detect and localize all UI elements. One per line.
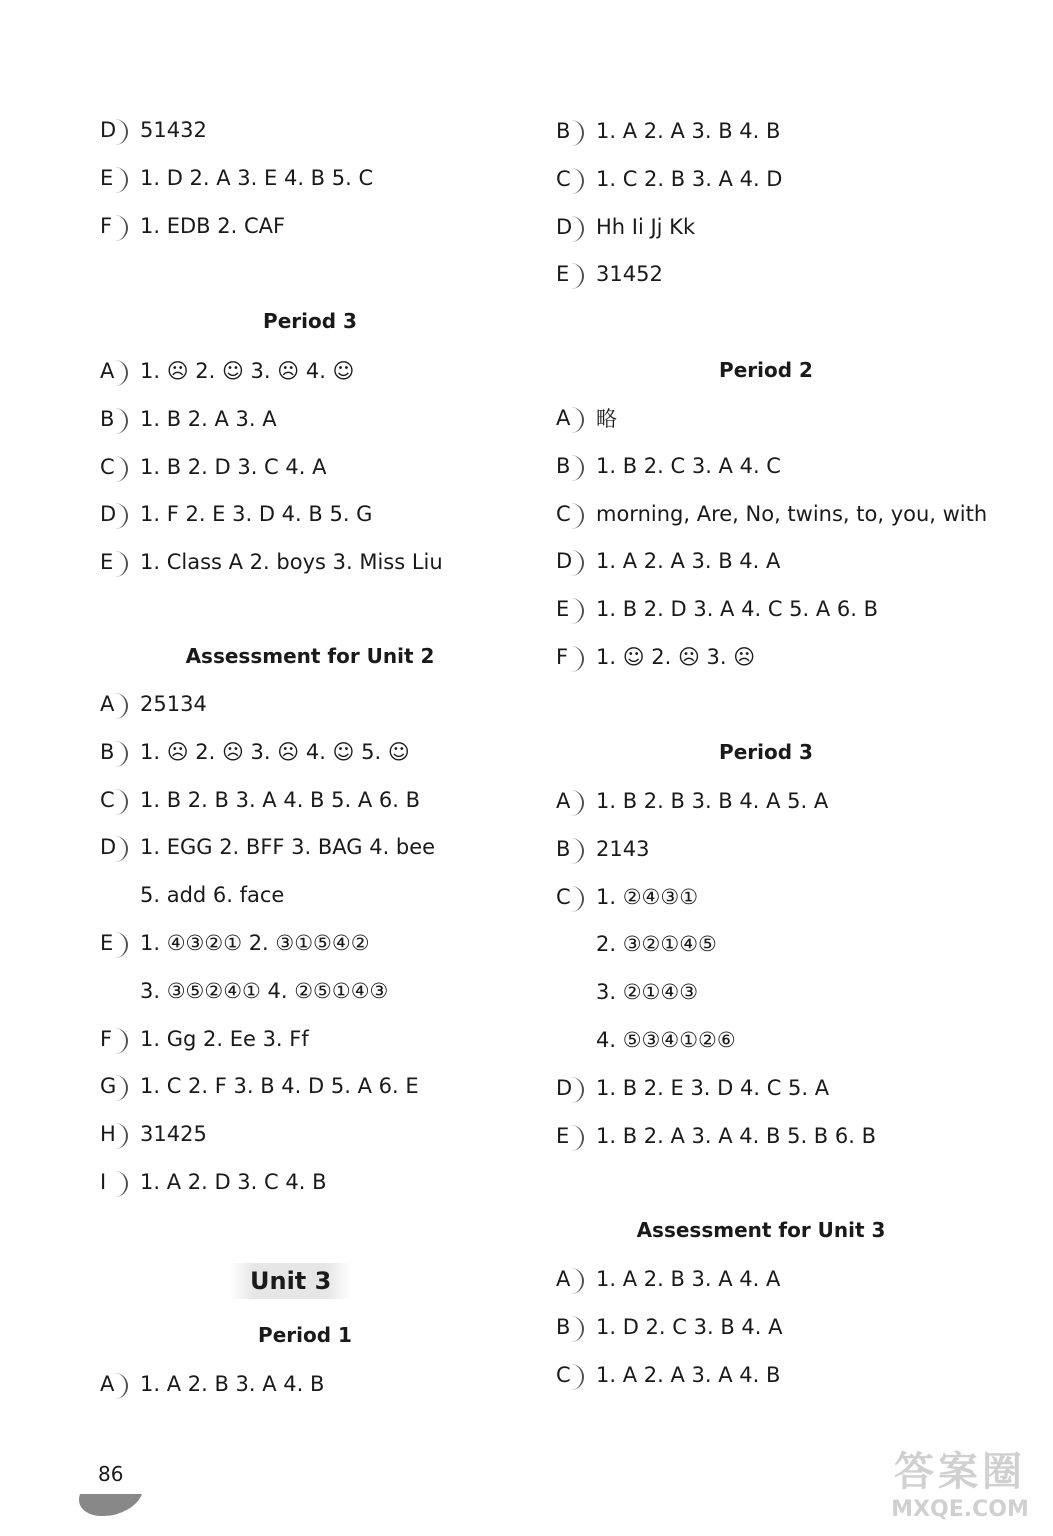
answer-row: [100, 399, 277, 439]
answer-row: [100, 971, 388, 1011]
answer-row: [556, 972, 698, 1012]
question-letter: C: [100, 455, 140, 479]
answer-row: [556, 207, 695, 247]
answer-row: [556, 1068, 829, 1108]
question-letter: D: [556, 1076, 596, 1100]
question-letter: G: [100, 1074, 140, 1098]
answer-row: [100, 684, 207, 724]
answer-row: [556, 111, 780, 151]
question-letter: B: [100, 407, 140, 431]
answer-row: [556, 254, 663, 294]
answer-text: 1. F 2. E 3. D 4. B 5. G: [140, 502, 373, 527]
question-letter: C: [556, 1363, 596, 1387]
question-letter: B: [556, 1315, 596, 1339]
answer-row: [100, 1066, 419, 1106]
question-letter: E: [100, 931, 140, 955]
question-letter: A: [556, 1267, 596, 1291]
question-letter: D: [556, 215, 596, 239]
answer-row: [100, 110, 207, 150]
period3-heading: Period 3: [263, 309, 357, 333]
answer-text: 1. ☺ 2. ☹ 3. ☹: [596, 645, 756, 669]
question-letter: F: [100, 214, 140, 238]
answer-row: [100, 494, 372, 534]
answer-text: 1. A 2. A 3. B 4. A: [596, 549, 781, 574]
answer-row: [556, 637, 755, 677]
page-number: 86: [98, 1462, 124, 1486]
watermark-line2: MXQE.COM: [891, 1497, 1029, 1522]
answer-row: [100, 1114, 207, 1154]
question-letter: A: [100, 692, 140, 716]
answer-text: 略: [596, 407, 617, 431]
answer-text: 51432: [140, 118, 207, 142]
answer-text: 4. ⑤③④①②⑥: [596, 1028, 736, 1052]
answer-text: 1. ④③②① 2. ③①⑤④②: [140, 931, 370, 955]
answer-text: 2143: [596, 836, 650, 861]
answer-text: 31425: [140, 1122, 207, 1147]
answer-text: 1. EGG 2. BFF 3. BAG 4. bee: [140, 835, 436, 860]
answer-text: 1. A 2. D 3. C 4. B: [140, 1170, 327, 1194]
question-letter: H: [100, 1122, 140, 1146]
watermark-logo: [875, 1440, 1045, 1536]
answer-text: 1. B 2. E 3. D 4. C 5. A: [596, 1075, 830, 1100]
answer-row: [556, 159, 782, 199]
question-letter: A: [100, 359, 140, 383]
answer-row: [556, 1259, 780, 1299]
answer-row: [556, 877, 698, 917]
answer-text: 3. ②①④③: [596, 980, 699, 1005]
answer-text: 1. B 2. A 3. A: [140, 406, 277, 431]
answer-row: [100, 206, 285, 246]
question-letter: A: [556, 406, 596, 430]
answer-text: 1. B 2. D 3. A 4. C 5. A 6. B: [596, 597, 879, 622]
answer-text: 1. D 2. C 3. B 4. A: [596, 1314, 783, 1339]
answer-row: [100, 780, 420, 820]
answer-text: 1. C 2. B 3. A 4. D: [596, 166, 783, 191]
answer-row: [556, 1116, 876, 1156]
answer-row: [100, 447, 326, 487]
question-letter: F: [556, 645, 596, 669]
answer-text: morning, Are, No, twins, to, you, with: [596, 501, 988, 526]
question-letter: E: [556, 262, 596, 286]
answer-text: 1. C 2. F 3. B 4. D 5. A 6. E: [140, 1074, 419, 1099]
answer-row: [556, 1020, 736, 1060]
answer-row: [100, 158, 373, 198]
question-letter: D: [100, 502, 140, 526]
question-letter: B: [556, 837, 596, 861]
question-letter: C: [100, 788, 140, 812]
answer-row: [100, 1019, 309, 1059]
answer-row: [100, 827, 435, 867]
answer-text: 1. EDB 2. CAF: [140, 213, 286, 238]
watermark-line1: 答案圈: [894, 1449, 1026, 1495]
answer-row: [100, 875, 284, 915]
answer-text: 25134: [140, 692, 207, 716]
answer-row: [100, 923, 370, 963]
question-letter: E: [100, 166, 140, 190]
answer-row: [100, 1162, 326, 1202]
answer-text: Hh Ii Jj Kk: [596, 214, 696, 239]
answer-text: 1. D 2. A 3. E 4. B 5. C: [140, 165, 374, 190]
question-letter: A: [100, 1372, 140, 1396]
answer-text: 1. B 2. A 3. A 4. B 5. B 6. B: [596, 1123, 877, 1148]
answer-row: [100, 542, 443, 582]
answer-text: 1. ②④③①: [596, 884, 699, 909]
answer-text: 1. ☹ 2. ☺ 3. ☹ 4. ☺: [140, 359, 355, 383]
answer-row: [556, 541, 780, 581]
answer-text: 1. A 2. A 3. A 4. B: [596, 1362, 781, 1387]
answer-text: 1. B 2. B 3. A 4. B 5. A 6. B: [140, 787, 421, 812]
answer-row: [556, 781, 828, 821]
answer-row: [556, 829, 649, 869]
answer-row: [100, 351, 354, 391]
question-letter: F: [100, 1027, 140, 1051]
period3-heading-right: Period 3: [719, 740, 813, 764]
question-letter: C: [556, 885, 596, 909]
assessment-unit3-heading: Assessment for Unit 3: [636, 1218, 886, 1242]
answer-text: 1. ☹ 2. ☹ 3. ☹ 4. ☺ 5. ☺: [140, 739, 410, 764]
answer-row: [556, 924, 717, 964]
answer-text: 1. Class A 2. boys 3. Miss Liu: [140, 550, 443, 575]
page-number-swoosh: [72, 1494, 142, 1516]
answer-row: [556, 589, 878, 629]
answer-text: 1. A 2. B 3. A 4. B: [140, 1372, 325, 1396]
answer-row: [556, 1307, 782, 1347]
answer-row: [556, 446, 781, 486]
question-letter: C: [556, 502, 596, 526]
answer-text: 31452: [596, 262, 663, 287]
question-letter: B: [556, 119, 596, 143]
answer-row: [100, 732, 410, 772]
assessment-unit2-heading: Assessment for Unit 2: [185, 644, 435, 668]
answer-row: [100, 1364, 324, 1404]
question-letter: I: [100, 1170, 140, 1194]
question-letter: E: [556, 597, 596, 621]
question-letter: A: [556, 789, 596, 813]
answer-text: 1. A 2. A 3. B 4. B: [596, 119, 781, 143]
question-letter: D: [100, 835, 140, 859]
answer-text: 5. add 6. face: [140, 883, 285, 908]
question-letter: C: [556, 167, 596, 191]
answer-text: 1. B 2. D 3. C 4. A: [140, 454, 327, 479]
question-letter: B: [100, 740, 140, 764]
question-letter: D: [556, 549, 596, 573]
period2-heading: Period 2: [719, 358, 813, 382]
answer-text: 1. Gg 2. Ee 3. Ff: [140, 1026, 309, 1051]
question-letter: E: [556, 1124, 596, 1148]
answer-text: 1. A 2. B 3. A 4. A: [596, 1267, 781, 1291]
question-letter: D: [100, 118, 140, 142]
unit3-title: Unit 3: [230, 1263, 351, 1299]
answer-text: 1. B 2. B 3. B 4. A 5. A: [596, 789, 829, 813]
question-letter: B: [556, 454, 596, 478]
answer-text: 2. ③②①④⑤: [596, 932, 717, 957]
question-letter: E: [100, 550, 140, 574]
answer-row: [556, 1355, 780, 1395]
answer-text: 1. B 2. C 3. A 4. C: [596, 453, 781, 478]
answer-text: 3. ③⑤②④① 4. ②⑤①④③: [140, 978, 389, 1003]
unit3-period1-heading: Period 1: [258, 1323, 352, 1347]
answer-row: [556, 398, 617, 438]
answer-row: [556, 494, 987, 534]
